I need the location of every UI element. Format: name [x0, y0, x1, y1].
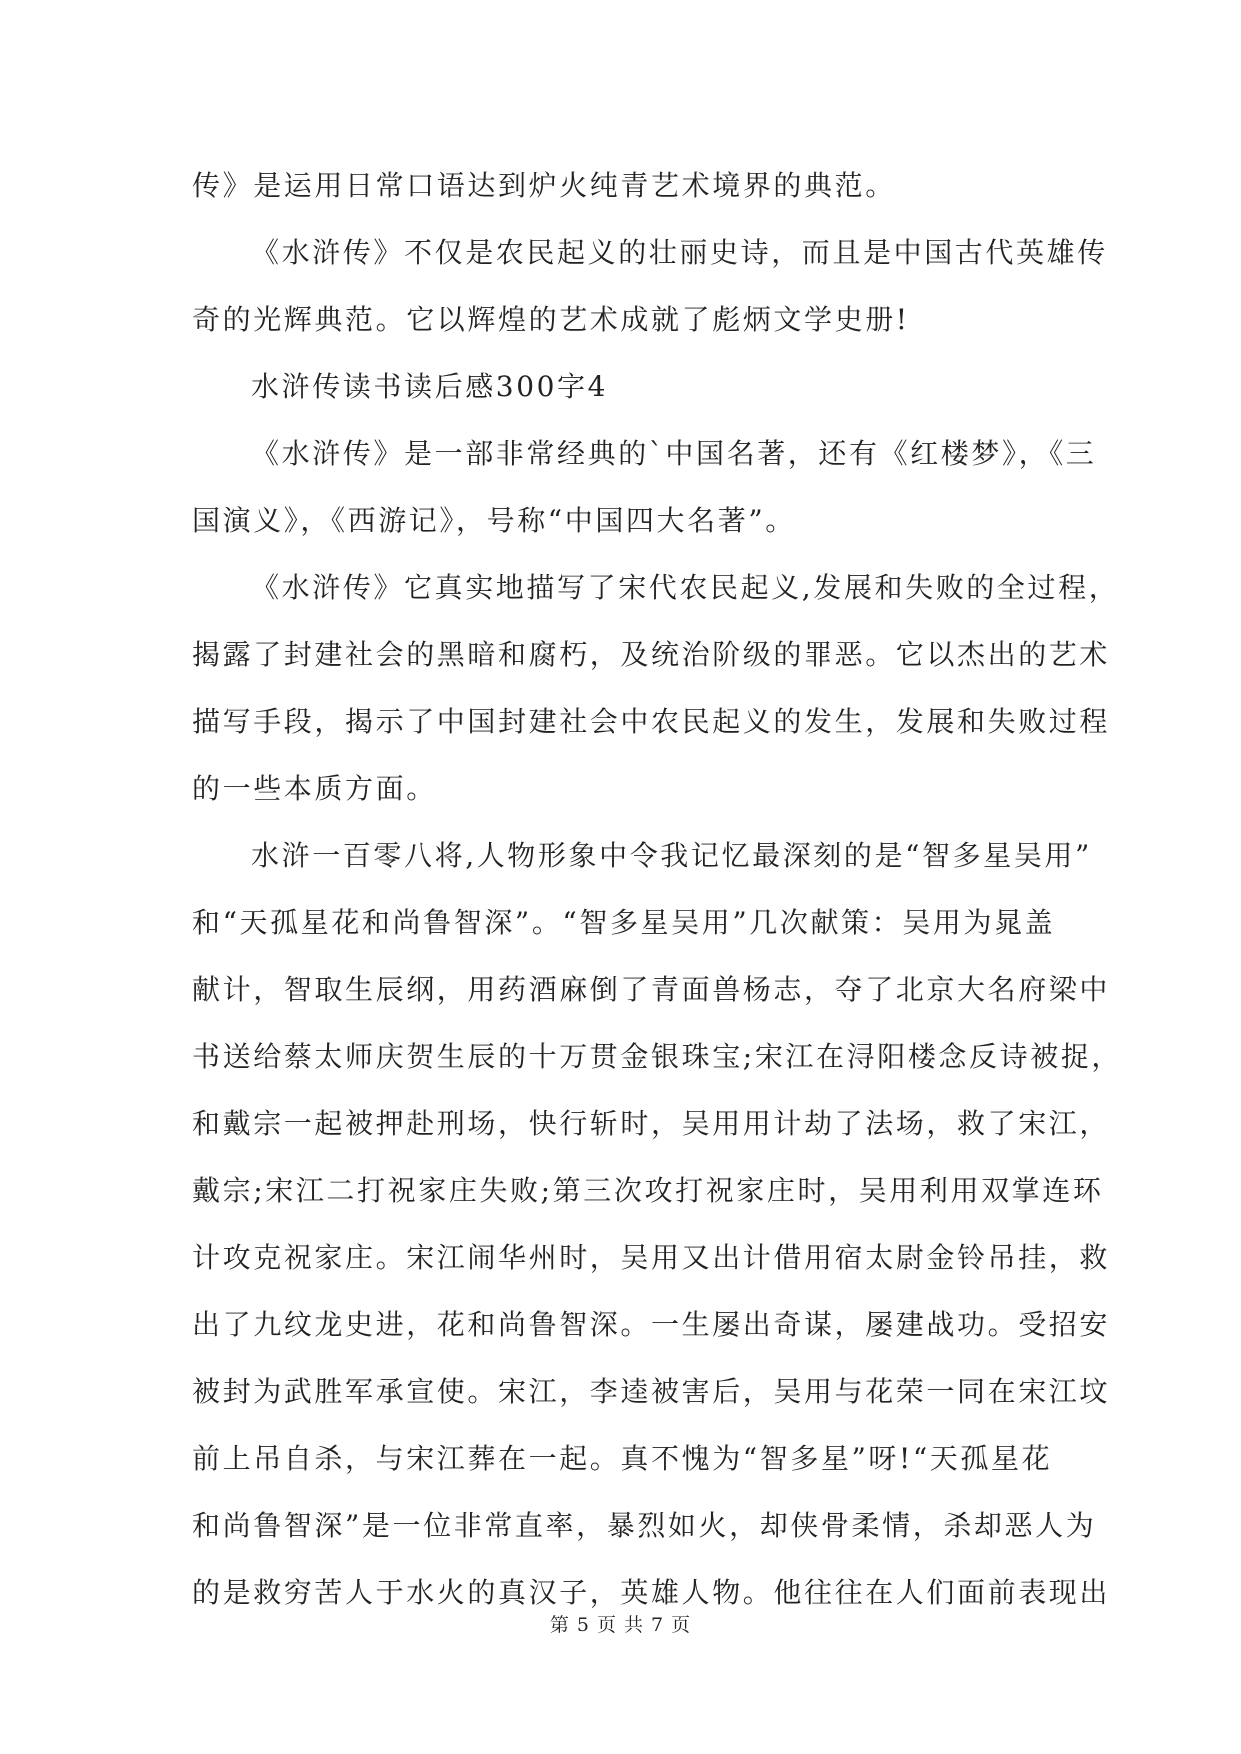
text-line: 描写手段，揭示了中国封建社会中农民起义的发生，发展和失败过程	[192, 705, 1111, 738]
text-line: 戴宗;宋江二打祝家庄失败;第三次攻打祝家庄时，吴用利用双掌连环	[192, 1174, 1104, 1207]
paragraph-characters	[192, 822, 1123, 1626]
text-line: 和“天孤星花和尚鲁智深”。“智多星吴用”几次献策：吴用为晁盖	[192, 906, 1056, 939]
text-line: 前上吊自杀，与宋江葬在一起。真不愧为“智多星”呀!“天孤星花	[192, 1442, 1053, 1475]
text-line: 的是救穷苦人于水火的真汉子，英雄人物。他往往在人们面前表现出	[192, 1576, 1111, 1609]
text-line: 被封为武胜军承宣使。宋江，李逵被害后，吴用与花荣一同在宋江坟	[192, 1375, 1111, 1408]
text-line: 《水浒传》是一部非常经典的`中国名著，还有《红楼梦》，《三	[251, 437, 1097, 470]
text-line: 水浒一百零八将,人物形象中令我记忆最深刻的是“智多星吴用”	[251, 839, 1092, 872]
text-line: 揭露了封建社会的黑暗和腐朽，及统治阶级的罪恶。它以杰出的艺术	[192, 638, 1111, 671]
paragraph-uprising	[192, 554, 1120, 822]
paragraph-praise	[192, 219, 1108, 353]
text-line: 计攻克祝家庄。宋江闹华州时，吴用又出计借用宿太尉金铃吊挂，救	[192, 1241, 1111, 1274]
text-line: 和尚鲁智深”是一位非常直率，暴烈如火，却侠骨柔情，杀却恶人为	[192, 1509, 1097, 1542]
text-line: 国演义》，《西游记》，号称“中国四大名著”。	[192, 504, 796, 537]
text-line: 奇的光辉典范。它以辉煌的艺术成就了彪炳文学史册!	[192, 303, 910, 336]
text-line: 献计，智取生辰纲，用药酒麻倒了青面兽杨志，夺了北京大名府梁中	[192, 973, 1111, 1006]
heading-text: 水浒传读书读后感300字4	[251, 370, 609, 403]
text-line: 《水浒传》它真实地描写了宋代农民起义,发展和失败的全过程，	[251, 571, 1120, 604]
section-heading	[192, 353, 1052, 420]
text-line: 和戴宗一起被押赴刑场，快行斩时，吴用用计劫了法场，救了宋江，	[192, 1107, 1111, 1140]
document-body	[192, 152, 1123, 1626]
page-number-footer: 第 5 页 共 7 页	[549, 1614, 692, 1636]
text-line: 传》是运用日常口语达到炉火纯青艺术境界的典范。	[192, 169, 896, 202]
text-line: 书送给蔡太师庆贺生辰的十万贯金银珠宝;宋江在浔阳楼念反诗被捉，	[192, 1040, 1123, 1073]
paragraph-four-classics	[192, 420, 1097, 554]
text-line: 《水浒传》不仅是农民起义的壮丽史诗，而且是中国古代英雄传	[251, 236, 1108, 269]
text-line: 的一些本质方面。	[192, 772, 437, 805]
paragraph-continuation	[192, 152, 1052, 219]
text-line: 出了九纹龙史进，花和尚鲁智深。一生屡出奇谋，屡建战功。受招安	[192, 1308, 1111, 1341]
